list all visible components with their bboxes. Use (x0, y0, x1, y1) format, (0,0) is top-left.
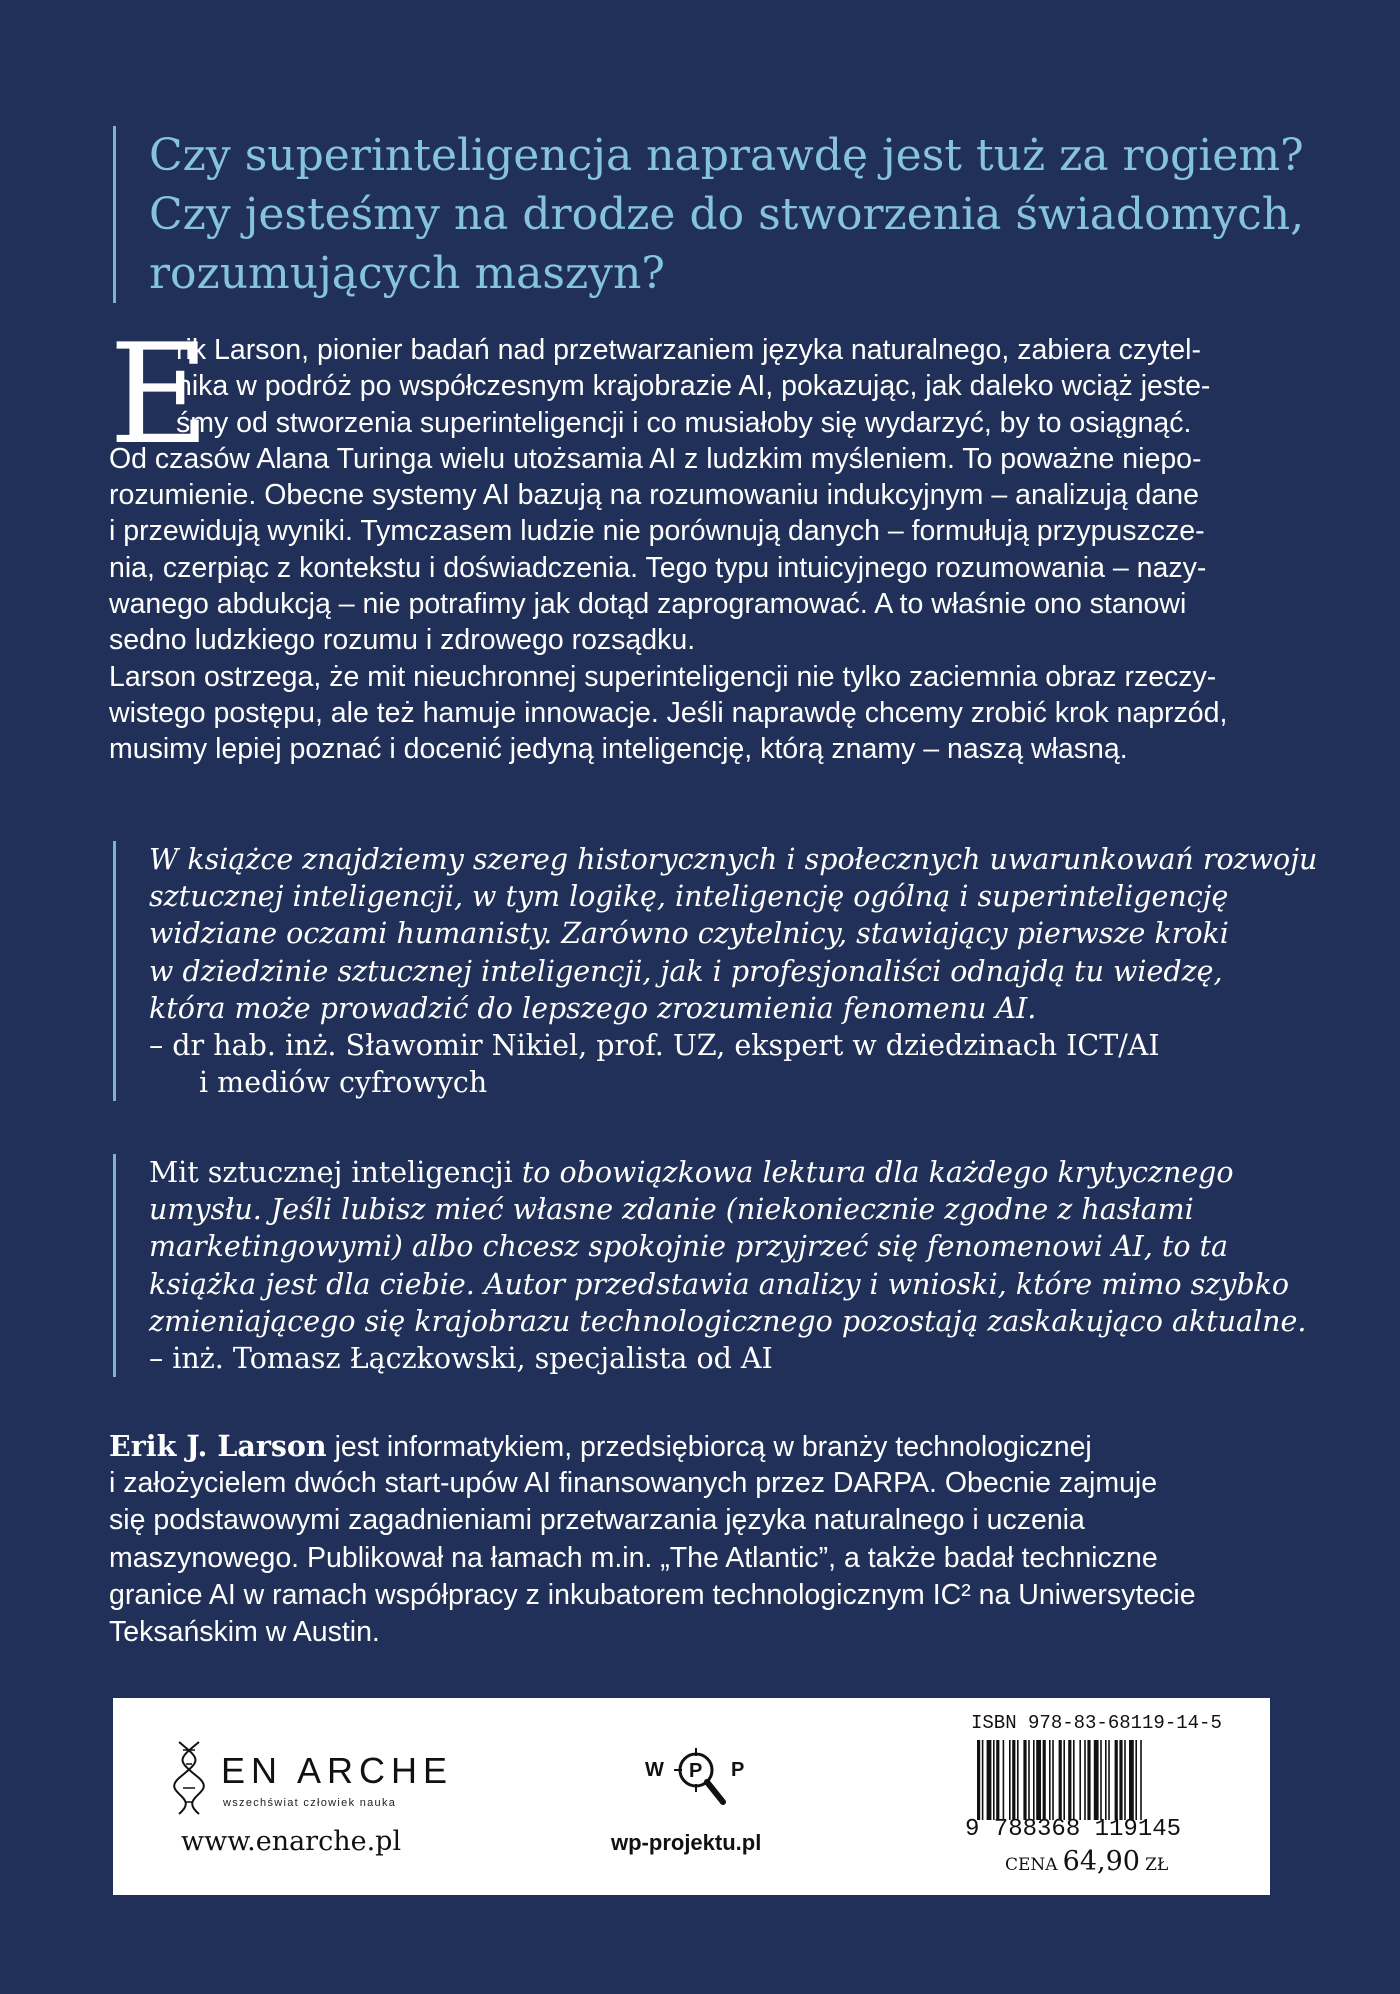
wp-projektu-logo (641, 1744, 751, 1824)
quote-line: zmieniającego się krajobrazu technologicznego pozostają zaskakująco aktualne. (149, 1304, 1307, 1338)
headline-line: rozumujących maszyn? (149, 248, 665, 299)
bio-line: maszynowego. Publikował na łamach m.in. „The Atlantic”, a także badał techniczne (109, 1541, 1158, 1574)
enarche-logo (171, 1740, 454, 1816)
description-line: wistego postępu, ale też hamuje innowacje. Jeśli naprawdę chcemy zrobić krok naprzód, (109, 696, 1228, 729)
book-title: Mit sztucznej inteligencji (149, 1156, 513, 1189)
bio-line (109, 1428, 1309, 1465)
description-line: nia, czerpiąc z kontekstu i doświadczenia. Tego typu intuicyjnego rozumowania – nazy- (109, 551, 1207, 584)
quote-text: to obowiązkowa lektura dla każdego krytycznego (512, 1156, 1234, 1189)
wp-logo-letter: P (689, 1760, 703, 1782)
quote-line: W książce znajdziemy szereg historycznych i społecznych uwarunkowań rozwoju (149, 843, 1318, 876)
price-label: CENA (1005, 1855, 1058, 1875)
headline-line: Czy jesteśmy na drodze do stworzenia świadomych, (149, 189, 1305, 240)
quote-line: która może prowadzić do lepszego zrozumienia fenomenu AI. (149, 991, 1037, 1025)
wp-logo-letter: P (731, 1759, 745, 1781)
bio-line: Teksańskim w Austin. (109, 1615, 380, 1648)
price (1005, 1846, 1168, 1877)
bio-text: jest informatykiem, przedsiębiorcą w branży technologicznej (326, 1431, 1092, 1463)
description-line: rozumienie. Obecne systemy AI bazują na rozumowaniu indukcyjnym – analizują dane (109, 479, 1199, 512)
description (109, 314, 1289, 768)
quote-attribution-cont: i mediów cyfrowych (199, 1066, 488, 1100)
publisher-band (113, 1698, 1270, 1895)
enarche-tagline: wszechświat człowiek nauka (223, 1797, 397, 1809)
description-line: i przewidują wyniki. Tymczasem ludzie nie porównują danych – formułują przypuszcze- (109, 515, 1205, 548)
author-bio (109, 1428, 1309, 1651)
headline-line: Czy superinteligencja naprawdę jest tuż za rogiem? (149, 130, 1304, 181)
price-currency: ZŁ (1145, 1855, 1169, 1875)
quote-line: książka jest dla ciebie. Autor przedstawia analizy i wnioski, które mimo szybko (149, 1267, 1290, 1301)
description-line: śmy od stworzenia superinteligencji i co musiałoby się wydarzyć, by to osiągnąć. (176, 406, 1192, 439)
dna-icon (171, 1740, 207, 1816)
quote-attribution: – inż. Tomasz Łączkowski, specjalista od AI (149, 1341, 773, 1375)
barcode-digits: 9 788368 119145 (965, 1816, 1182, 1843)
blurb-quote-2 (113, 1154, 1349, 1377)
wp-logo-letter: W (645, 1759, 664, 1781)
isbn-label: ISBN 978-83-68119-14-5 (971, 1712, 1222, 1734)
blurb-quote-1 (113, 841, 1349, 1101)
price-amount: 64,90 (1062, 1846, 1140, 1877)
description-line: sedno ludzkiego rozumu i zdrowego rozsądku. (109, 624, 696, 657)
quote-line: marketingowymi) albo chcesz spokojnie przyjrzeć się fenomenowi AI, to ta (149, 1230, 1229, 1264)
partner-url: wp-projektu.pl (611, 1830, 762, 1855)
author-name: Erik J. Larson (109, 1429, 327, 1463)
description-line: Larson ostrzega, że mit nieuchronnej superinteligencji nie tylko zaciemnia obraz rzeczy- (109, 660, 1217, 693)
barcode (977, 1740, 1207, 1820)
description-line: nika w podróż po współczesnym krajobrazie AI, pokazując, jak daleko wciąż jeste- (176, 370, 1211, 403)
description-line: rik Larson, pionier badań nad przetwarzaniem języka naturalnego, zabiera czytel- (176, 334, 1201, 366)
publisher-url: www.enarche.pl (181, 1826, 402, 1857)
quote-line (149, 1154, 1349, 1191)
bio-line: granice AI w ramach współpracy z inkubatorem technologicznym IC² na Uniwersytecie (109, 1578, 1196, 1611)
bio-line: i założycielem dwóch start-upów AI finansowanych przez DARPA. Obecnie zajmuje (109, 1467, 1158, 1500)
quote-attribution: – dr hab. inż. Sławomir Nikiel, prof. UZ, ekspert w dziedzinach ICT/AI (149, 1028, 1160, 1062)
headline (113, 126, 1379, 303)
description-line: wanego abdukcją – nie potrafimy jak dotąd zaprogramować. A to właśnie ono stanowi (109, 588, 1187, 621)
description-line: Od czasów Alana Turinga wielu utożsamia AI z ludzkim myśleniem. To poważne niepo- (109, 442, 1202, 475)
description-line: musimy lepiej poznać i docenić jedyną inteligencję, którą znamy – naszą własną. (109, 733, 1128, 766)
quote-line: umysłu. Jeśli lubisz mieć własne zdanie (niekoniecznie zgodne z hasłami (149, 1193, 1194, 1227)
quote-line: widziane oczami humanisty. Zarówno czytelnicy, stawiający pierwsze kroki (149, 917, 1229, 951)
quote-line: sztucznej inteligencji, w tym logikę, inteligencję ogólną i superinteligencję (149, 880, 1229, 914)
quote-line: w dziedzinie sztucznej inteligencji, jak i profesjonaliści odnajdą tu wiedzę, (149, 954, 1223, 988)
enarche-wordmark: EN ARCHE (221, 1750, 454, 1791)
bio-line: się podstawowymi zagadnieniami przetwarzania języka naturalnego i uczenia (109, 1504, 1085, 1537)
drop-cap: E (109, 314, 210, 475)
